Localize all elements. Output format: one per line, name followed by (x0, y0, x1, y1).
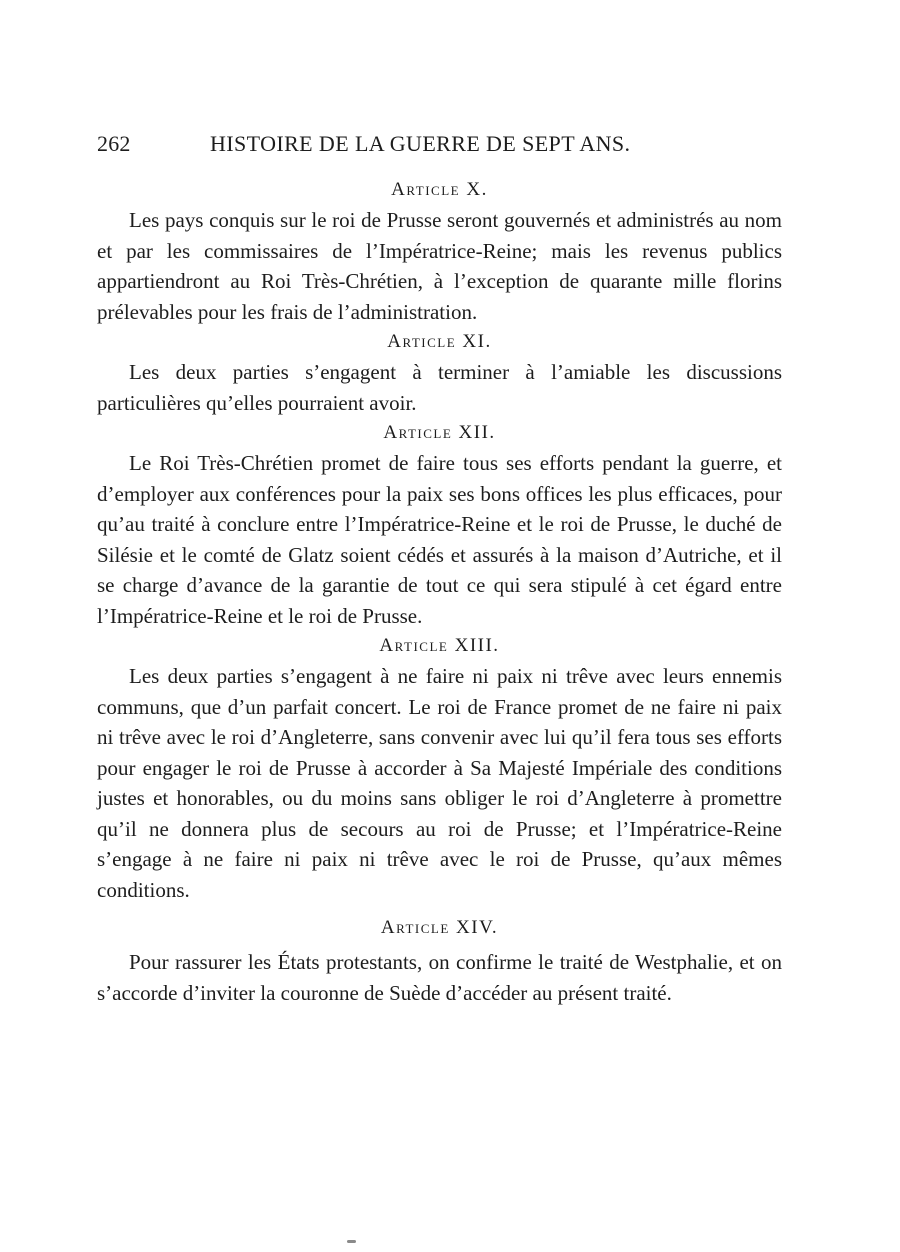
article-10 (97, 175, 782, 327)
article-12 (97, 418, 782, 631)
page-number: 262 (97, 131, 131, 156)
article-heading: Article XI. (387, 331, 492, 352)
article-heading: Article XII. (383, 422, 496, 443)
article-text: Les pays conquis sur le roi de Prusse seront gouvernés et administrés au nom et par les commissaires de l’Impératrice-Reine; mais les revenus publics appartiendront au Roi Très-Chrétien, à l’exception de quarante mille florins prélevables pour les frais de l’administration. (97, 208, 782, 324)
article-text: Pour rassurer les États protestants, on confirme le traité de Westphalie, et on s’accorde d’inviter la couronne de Suède d’accéder au présent traité. (97, 950, 782, 1005)
article-text: Le Roi Très-Chrétien promet de faire tous ses efforts pendant la guerre, et d’employer aux conférences pour la paix ses bons offices les plus efficaces, pour qu’au traité à conclure entre l’Impératrice-Reine et le roi de Prusse, le duché de Silésie et le comté de Glatz soient cédés et assurés à la maison d’Autriche, et il se charge d’avance de la garantie de tout ce qui sera stipulé à cet égard entre l’Impératrice-Reine et le roi de Prusse. (97, 451, 782, 628)
article-11 (97, 327, 782, 418)
page-header (97, 131, 787, 163)
running-title: HISTOIRE DE LA GUERRE DE SEPT ANS. (210, 131, 631, 156)
article-14 (97, 913, 782, 1008)
article-heading: Article XIII. (379, 635, 500, 656)
article-13 (97, 631, 782, 905)
article-heading: Article X. (391, 179, 488, 200)
page-body (97, 175, 782, 1008)
article-text: Les deux parties s’engagent à terminer à l’amiable les discussions particulières qu’elles pourraient avoir. (97, 360, 782, 415)
article-heading: Article XIV. (380, 917, 499, 938)
print-speck (347, 1240, 356, 1243)
article-text: Les deux parties s’engagent à ne faire ni paix ni trêve avec leurs ennemis communs, que d’un parfait concert. Le roi de France promet de ne faire ni paix ni trêve avec le roi d’Angleterre, sans convenir avec lui qu’il fera tous ses efforts pour engager le roi de Prusse à accorder à Sa Majesté Impériale des conditions justes et honorables, ou du moins sans obliger le roi d’Angleterre à promettre qu’il ne donnera plus de secours au roi de Prusse; et l’Impératrice-Reine s’engage à ne faire ni paix ni trêve avec le roi de Prusse, qu’aux mêmes conditions. (97, 664, 782, 902)
